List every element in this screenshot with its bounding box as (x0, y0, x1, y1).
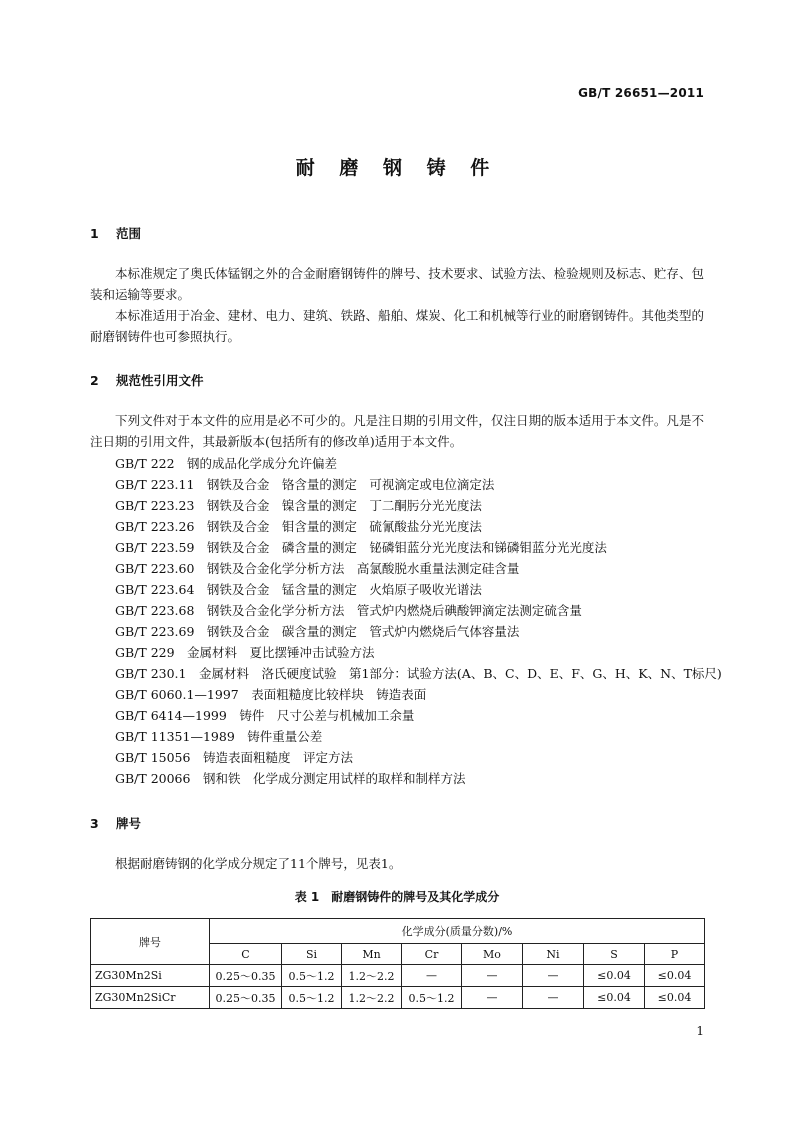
section-title: 牌号 (116, 816, 142, 831)
table-cell: 0.5～1.2 (282, 987, 342, 1009)
table-cell: ≤0.04 (645, 965, 705, 987)
table-row (91, 987, 705, 1009)
table-cell: 0.5～1.2 (282, 965, 342, 987)
section-number: 1 (90, 226, 99, 241)
table-cell: — (402, 965, 462, 987)
reference-item: GB/T 223.69 钢铁及合金 碳含量的测定 管式炉内燃烧后气体容量法 (115, 624, 520, 639)
reference-item: GB/T 6414—1999 铸件 尺寸公差与机械加工余量 (115, 708, 415, 723)
column-header-cr: Cr (402, 944, 462, 965)
column-header-s: S (584, 944, 645, 965)
column-header-si: Si (282, 944, 342, 965)
grade-cell: ZG30Mn2Si (91, 965, 210, 987)
reference-item: GB/T 222 钢的成品化学成分允许偏差 (115, 456, 338, 471)
table-cell: — (523, 987, 584, 1009)
section-title: 规范性引用文件 (116, 373, 204, 388)
reference-item: GB/T 6060.1—1997 表面粗糙度比较样块 铸造表面 (115, 687, 427, 702)
standard-code: GB/T 26651—2011 (578, 86, 704, 100)
section-number: 3 (90, 816, 99, 831)
reference-item: GB/T 223.59 钢铁及合金 磷含量的测定 铋磷钼蓝分光光度法和锑磷钼蓝分光光度法 (115, 540, 607, 555)
reference-item: GB/T 15056 铸造表面粗糙度 评定方法 (115, 750, 353, 765)
table-cell: 0.25～0.35 (210, 987, 282, 1009)
column-header-ni: Ni (523, 944, 584, 965)
column-header-c: C (210, 944, 282, 965)
section-heading-normative-references (90, 371, 204, 389)
reference-item: GB/T 223.23 钢铁及合金 镍含量的测定 丁二酮肟分光光度法 (115, 498, 482, 513)
reference-item: GB/T 229 金属材料 夏比摆锤冲击试验方法 (115, 645, 375, 660)
reference-item: GB/T 223.68 钢铁及合金化学分析方法 管式炉内燃烧后碘酸钾滴定法测定硫含量 (115, 603, 582, 618)
table-cell: 0.25～0.35 (210, 965, 282, 987)
scope-paragraph-1: 本标准规定了奥氏体锰钢之外的合金耐磨钢铸件的牌号、技术要求、试验方法、检验规则及标志、贮存、包装和运输等要求。 (90, 266, 704, 302)
column-header-mn: Mn (342, 944, 402, 965)
grades-paragraph: 根据耐磨铸钢的化学成分规定了11个牌号，见表1。 (115, 856, 402, 871)
references-intro-paragraph: 下列文件对于本文件的应用是必不可少的。凡是注日期的引用文件，仅注日期的版本适用于本文件。凡是不注日期的引用文件，其最新版本(包括所有的修改单)适用于本文件。 (90, 413, 704, 449)
reference-list (115, 453, 722, 789)
grade-cell: ZG30Mn2SiCr (91, 987, 210, 1009)
reference-item: GB/T 223.11 钢铁及合金 铬含量的测定 可视滴定或电位滴定法 (115, 477, 495, 492)
grade-header: 牌号 (91, 919, 210, 965)
reference-item: GB/T 223.60 钢铁及合金化学分析方法 高氯酸脱水重量法测定硅含量 (115, 561, 520, 576)
table-cell: 1.2～2.2 (342, 965, 402, 987)
table-cell: ≤0.04 (645, 987, 705, 1009)
composition-group-header: 化学成分(质量分数)/% (210, 919, 705, 944)
section-heading-scope (90, 224, 141, 242)
reference-item: GB/T 20066 钢和铁 化学成分测定用试样的取样和制样方法 (115, 771, 466, 786)
table-cell: 1.2～2.2 (342, 987, 402, 1009)
reference-item: GB/T 11351—1989 铸件重量公差 (115, 729, 323, 744)
section-heading-grades (90, 814, 141, 832)
table-row (91, 965, 705, 987)
reference-item: GB/T 230.1 金属材料 洛氏硬度试验 第1部分：试验方法(A、B、C、D、E、F、G、H、K、N、T标尺) (115, 666, 722, 681)
section-title: 范围 (116, 226, 142, 241)
column-header-mo: Mo (462, 944, 523, 965)
table-cell: — (462, 965, 523, 987)
section-number: 2 (90, 373, 99, 388)
scope-paragraph-2: 本标准适用于冶金、建材、电力、建筑、铁路、船舶、煤炭、化工和机械等行业的耐磨钢铸件。其他类型的耐磨钢铸件也可参照执行。 (90, 308, 704, 344)
document-title: 耐 磨 钢 铸 件 (295, 157, 499, 179)
reference-item: GB/T 223.64 钢铁及合金 锰含量的测定 火焰原子吸收光谱法 (115, 582, 482, 597)
table-cell: 0.5～1.2 (402, 987, 462, 1009)
table-cell: ≤0.04 (584, 965, 645, 987)
table-header-row (91, 919, 705, 944)
reference-item: GB/T 223.26 钢铁及合金 钼含量的测定 硫氰酸盐分光光度法 (115, 519, 482, 534)
composition-table (90, 918, 705, 1009)
table-cell: — (462, 987, 523, 1009)
page-number: 1 (696, 1024, 704, 1038)
column-header-p: P (645, 944, 705, 965)
table-cell: ≤0.04 (584, 987, 645, 1009)
table-caption: 表 1 耐磨钢铸件的牌号及其化学成分 (294, 890, 500, 904)
table-cell: — (523, 965, 584, 987)
